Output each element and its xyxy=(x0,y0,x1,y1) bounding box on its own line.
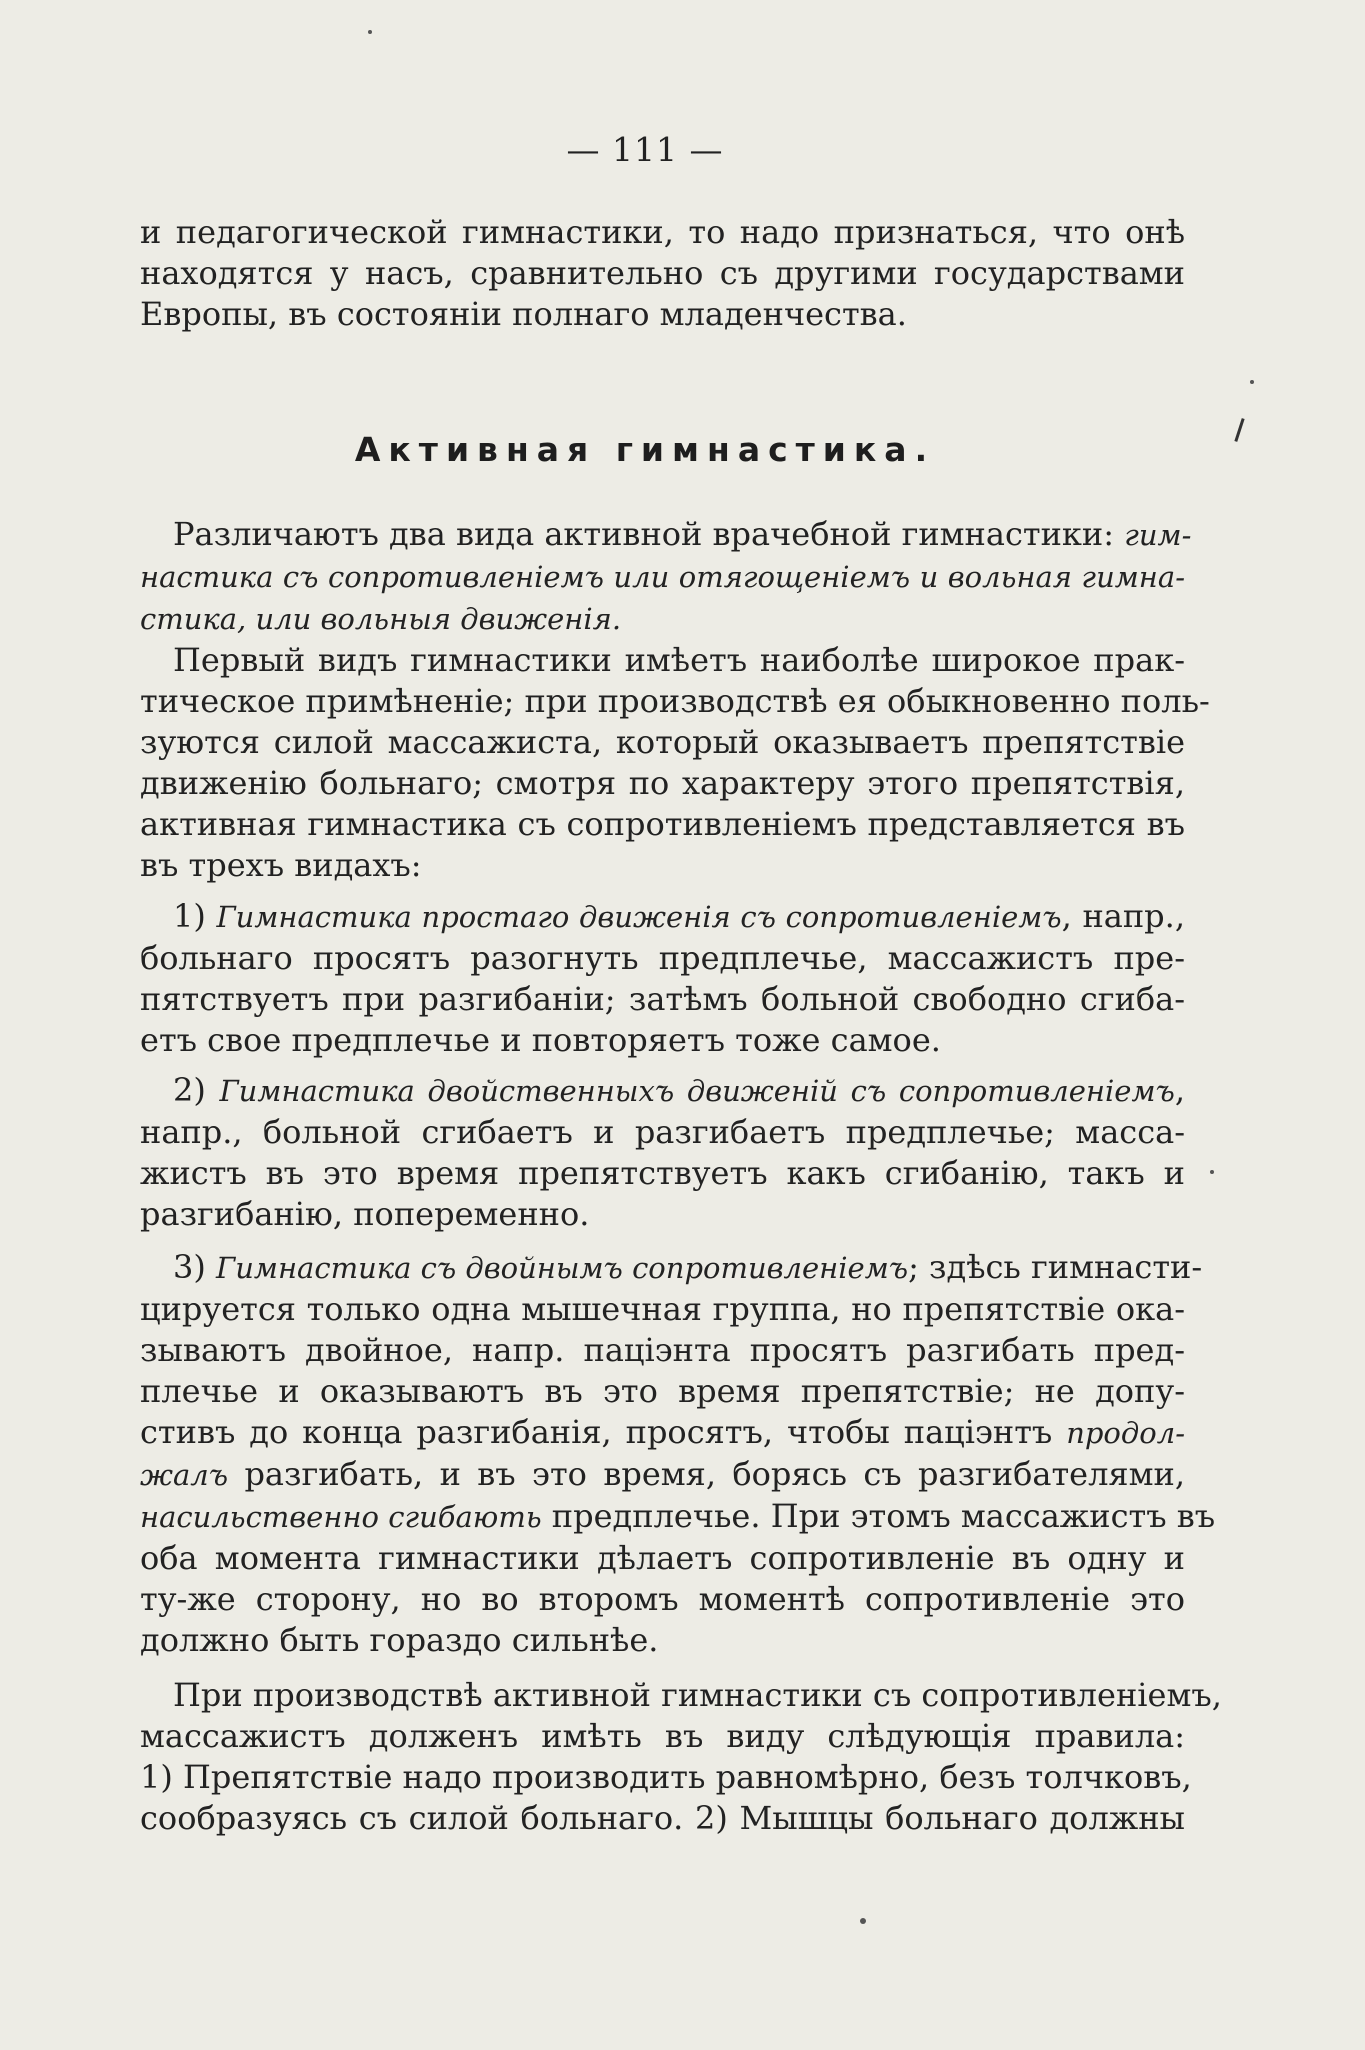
text-line: тическое примѣненiе; при производствѣ ея обыкновенно поль- xyxy=(140,682,1210,720)
paper-speck xyxy=(368,30,372,34)
intro-paragraph xyxy=(140,212,1185,335)
paper-speck xyxy=(1210,1170,1214,1174)
text-line: зуются силой массажиста, который оказываетъ препятствiе xyxy=(140,723,1185,761)
text-line: Европы, въ состоянiи полнаго младенчества. xyxy=(140,295,907,333)
text-line: насильственно сгибають предплечье. При этомъ массажистъ въ xyxy=(140,1497,1216,1535)
text-line: жистъ въ это время препятствуетъ какъ сгибанiю, такъ и xyxy=(140,1154,1185,1192)
list-item-3 xyxy=(140,1247,1216,1661)
text-line: движенiю больнаго; смотря по характеру этого препятствiя, xyxy=(140,764,1185,802)
text-line: стивъ до конца разгибанiя, просятъ, чтобы пацiэнтъ продол- xyxy=(140,1413,1185,1451)
text-line: сообразуясь съ силой больнаго. 2) Мышцы больнаго должны xyxy=(140,1799,1185,1837)
text-line: больнаго просятъ разогнуть предплечье, массажистъ пре- xyxy=(140,939,1185,977)
page-number: — 111 — xyxy=(566,130,724,169)
text-line: стика, или вольныя движенiя. xyxy=(140,602,622,636)
text-line: активная гимнастика съ сопротивленiемъ представляется въ xyxy=(140,805,1185,843)
text-line: должно быть гораздо сильнѣе. xyxy=(140,1621,659,1659)
text-line: массажистъ долженъ имѣть въ виду слѣдующiя правила: xyxy=(140,1717,1185,1755)
text-line: цируется только одна мышечная группа, но препятствiе ока- xyxy=(140,1290,1185,1328)
paragraph-rules xyxy=(140,1675,1222,1839)
text-line: жалъ разгибать, и въ это время, борясь съ разгибателями, xyxy=(140,1455,1185,1493)
paper-speck xyxy=(860,1918,866,1924)
text-line: и педагогической гимнастики, то надо признаться, что онѣ xyxy=(140,213,1185,251)
text-line: Различаютъ два вида активной врачебной гимнастики: гим- xyxy=(173,515,1192,553)
text-line: находятся у насъ, сравнительно съ другими государствами xyxy=(140,254,1185,292)
section-title: Активная гимнастика. xyxy=(354,430,936,469)
text-line: 2) Гимнастика двойственныхъ движенiй съ сопротивленiемъ, xyxy=(173,1071,1185,1109)
text-line: оба момента гимнастики дѣлаетъ сопротивленiе въ одну и xyxy=(140,1539,1185,1577)
paper-speck xyxy=(1250,380,1254,384)
text-line: 3) Гимнастика съ двойнымъ сопротивленiемъ; здѣсь гимнасти- xyxy=(173,1248,1203,1286)
list-item-1 xyxy=(140,896,1185,1061)
paragraph-first-type xyxy=(140,640,1210,886)
list-item-2 xyxy=(140,1070,1185,1235)
text-line: въ трехъ видахъ: xyxy=(140,846,422,884)
text-line: При производствѣ активной гимнастики съ сопротивленiемъ, xyxy=(173,1676,1222,1714)
text-line: Первый видъ гимнастики имѣетъ наиболѣе широкое прак- xyxy=(173,641,1185,679)
text-line: настика съ сопротивленiемъ или отягощенiемъ и вольная гимна- xyxy=(140,560,1185,594)
text-line: зываютъ двойное, напр. пацiэнта просятъ разгибать пред- xyxy=(140,1331,1185,1369)
text-line: ту-же сторону, но во второмъ моментѣ сопротивленiе это xyxy=(140,1580,1185,1618)
text-line: плечье и оказываютъ въ это время препятствiе; не допу- xyxy=(140,1372,1185,1410)
text-line: 1) Гимнастика простаго движенiя съ сопротивленiемъ, напр., xyxy=(173,897,1185,935)
text-line: напр., больной сгибаетъ и разгибаетъ предплечье; масса- xyxy=(140,1113,1185,1151)
text-line: 1) Препятствiе надо производить равномѣрно, безъ толчковъ, xyxy=(140,1758,1192,1796)
text-line: пятствуетъ при разгибанiи; затѣмъ больной свободно сгиба- xyxy=(140,980,1185,1018)
text-line: етъ свое предплечье и повторяетъ тоже самое. xyxy=(140,1021,941,1059)
paragraph-types xyxy=(140,514,1192,640)
text-line: разгибанiю, попеременно. xyxy=(140,1195,590,1233)
